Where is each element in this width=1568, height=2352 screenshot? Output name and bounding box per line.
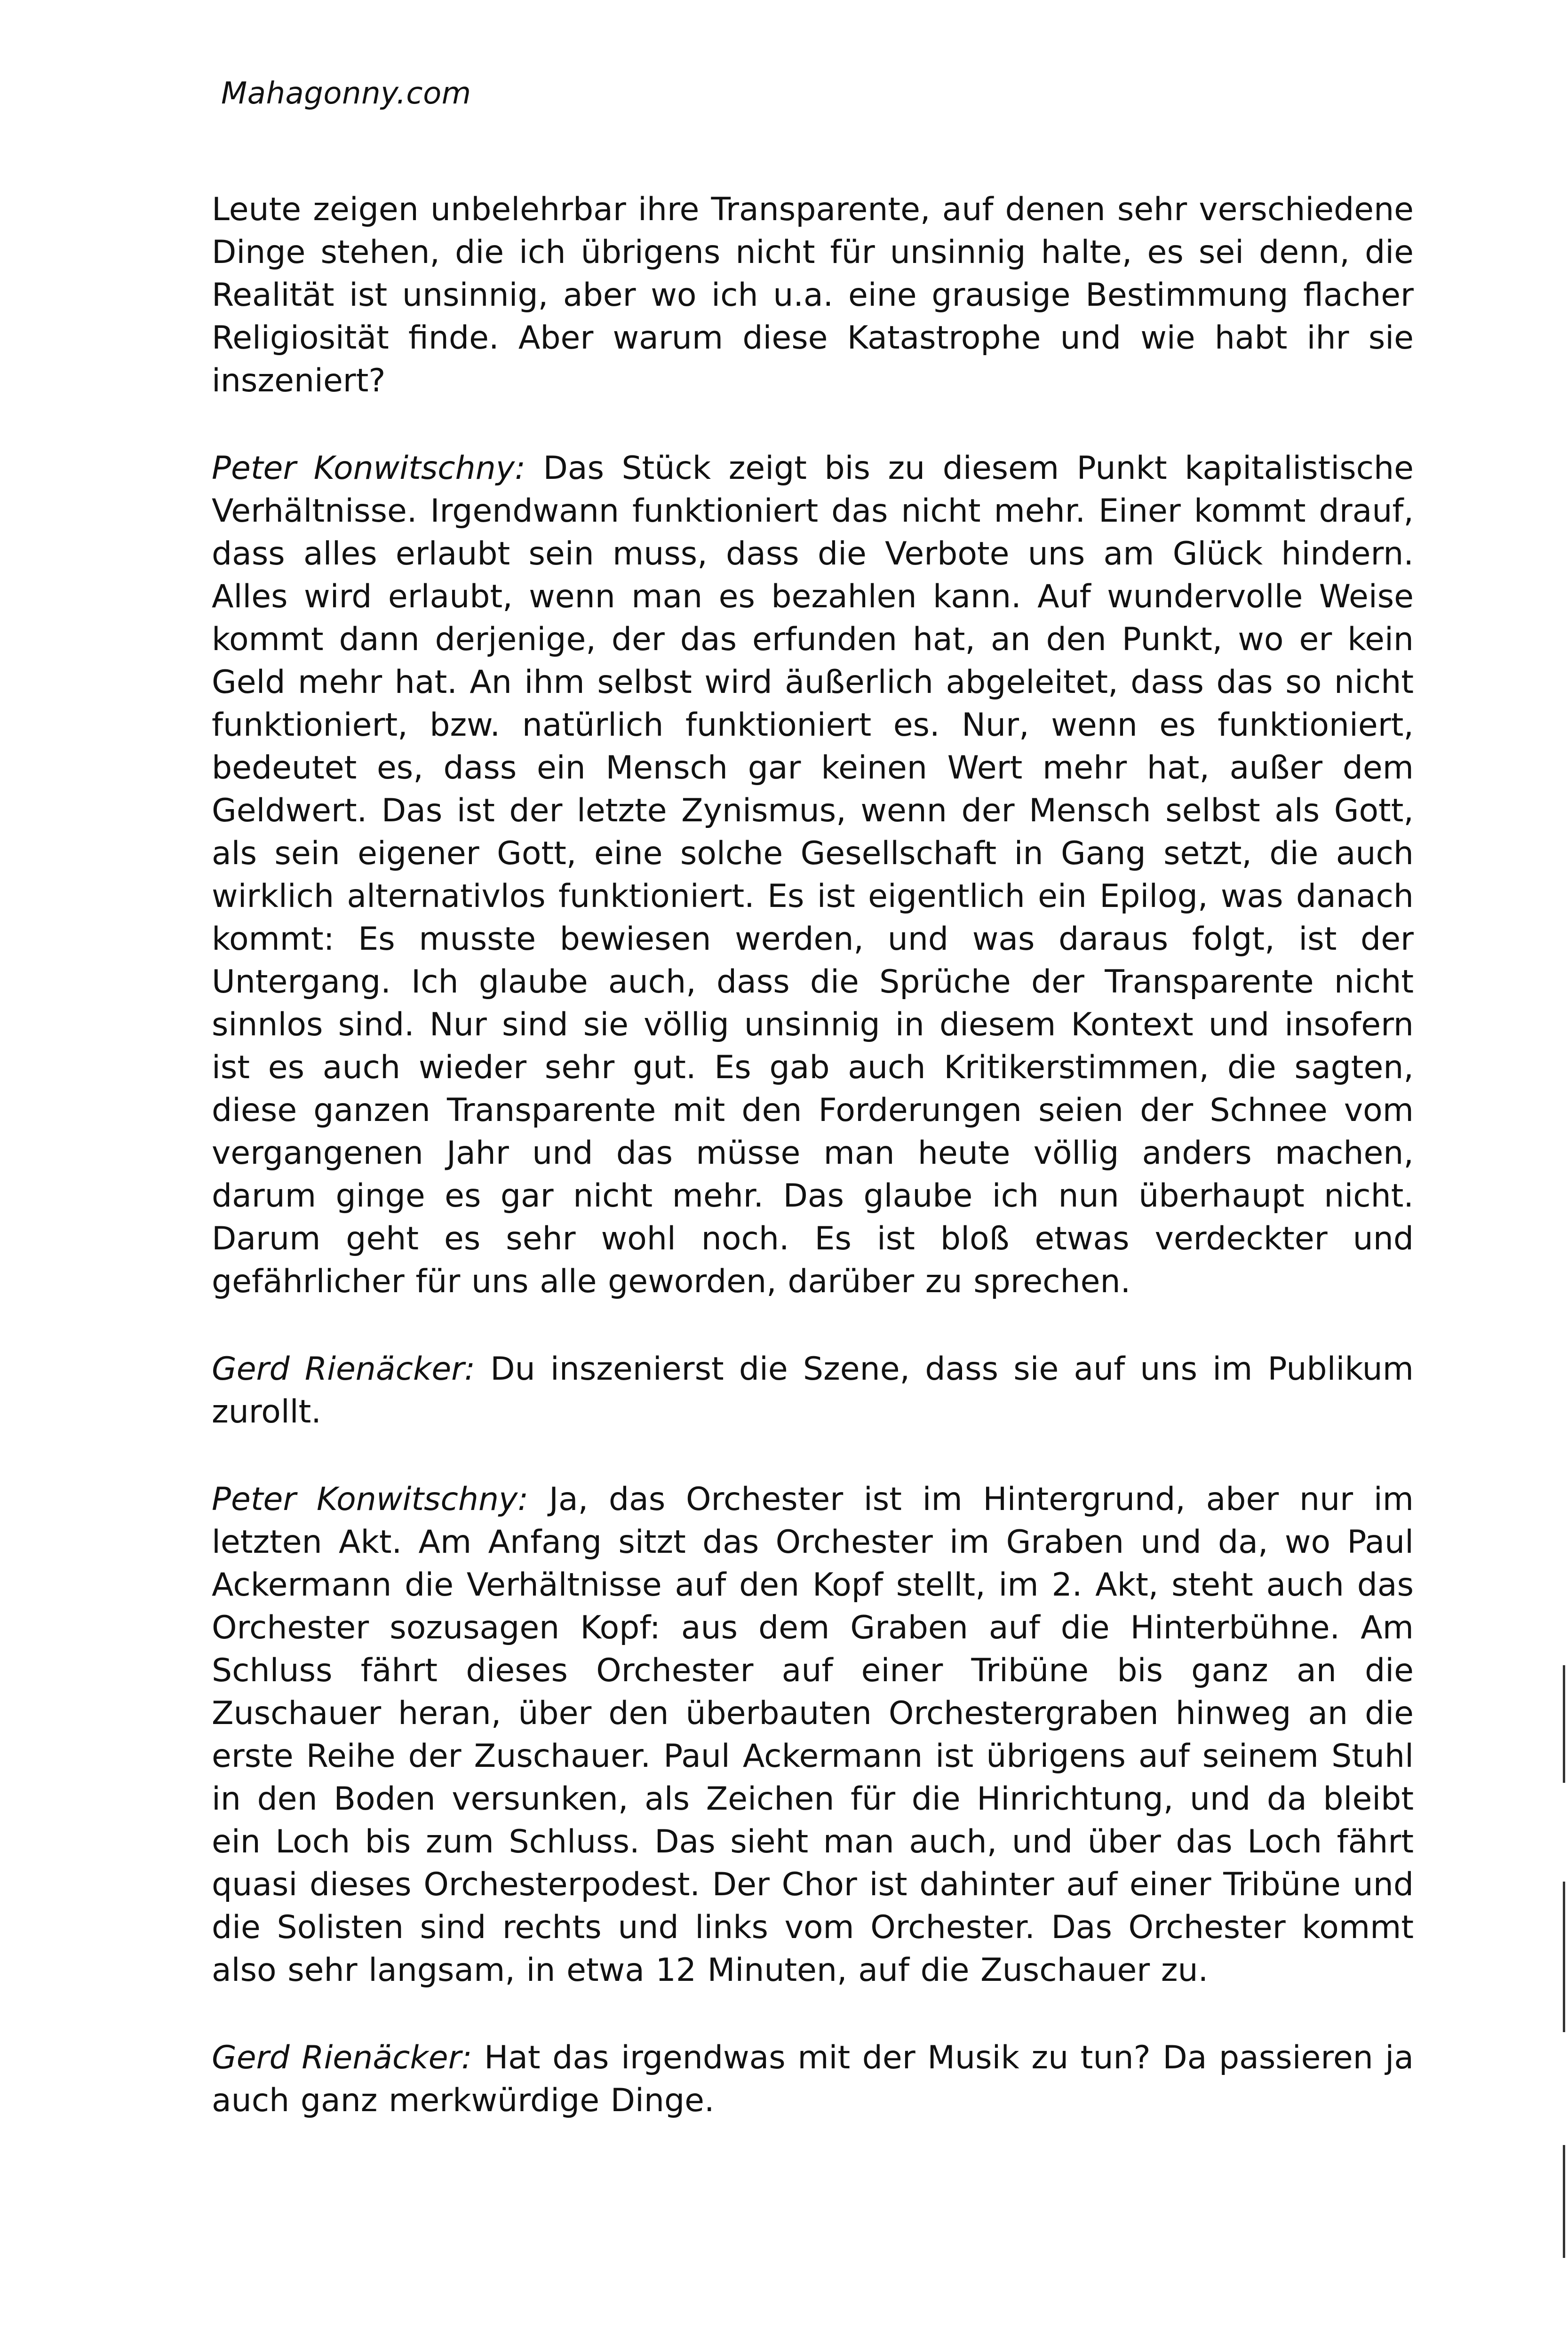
speaker-label: Peter Konwitschny: (212, 1481, 529, 1518)
paragraph-3 (212, 1348, 1414, 1433)
scan-edge-mark (1563, 1882, 1565, 2032)
speaker-label: Gerd Rienäcker: (212, 1351, 476, 1388)
interview-text (212, 188, 1414, 2167)
paragraph-5-text: Hat das irgendwas mit der Musik zu tun? Da passieren ja auch ganz merkwürdige Dinge. (212, 2039, 1414, 2119)
paragraph-4-text: Ja, das Orchester ist im Hintergrund, aber nur im letzten Akt. Am Anfang sitzt das Orchester im Graben und da, wo Paul Ackermann die Verhältnisse auf den Kopf stellt, im 2. Akt, steht auch das Orchester sozusagen Kopf: aus dem Graben auf die Hinterbühne. Am Schluss fährt dieses Orchester auf einer Tribüne bis ganz an die Zuschauer heran, über den überbauten Orchestergraben hinweg an die erste Reihe der Zuschauer. Paul Ackermann ist übrigens auf seinem Stuhl in den Boden versunken, als Zeichen für die Hinrichtung, und da bleibt ein Loch bis zum Schluss. Das sieht man auch, und über das Loch fährt quasi dieses Orchesterpodest. Der Chor ist dahinter auf einer Tribüne und die Solisten sind rechts und links vom Orchester. Das Orchester kommt also sehr langsam, in etwa 12 Minuten, auf die Zuschauer zu. (212, 1481, 1414, 1989)
running-title: Mahagonny.com (221, 76, 471, 111)
paragraph-3-text: Du inszenierst die Szene, dass sie auf uns im Publikum zurollt. (212, 1351, 1414, 1430)
speaker-label: Peter Konwitschny: (212, 450, 526, 487)
paragraph-2-text: Das Stück zeigt bis zu diesem Punkt kapitalistische Verhältnisse. Irgendwann funktioniert das nicht mehr. Einer kommt drauf, dass alles erlaubt sein muss, dass die Verbote uns am Glück hindern. Alles wird erlaubt, wenn man es bezahlen kann. Auf wundervolle Weise kommt dann derjenige, der das erfunden hat, an den Punkt, wo er kein Geld mehr hat. An ihm selbst wird äußerlich abgeleitet, dass das so nicht funktioniert, bzw. natürlich funktioniert es. Nur, wenn es funktioniert, bedeutet es, dass ein Mensch gar keinen Wert mehr hat, außer dem Geldwert. Das ist der letzte Zynismus, wenn der Mensch selbst als Gott, als sein eigener Gott, eine solche Gesellschaft in Gang setzt, die auch wirklich alternativlos funktioniert. Es ist eigentlich ein Epilog, was danach kommt: Es musste bewiesen werden, und was daraus folgt, ist der Untergang. Ich glaube auch, dass die Sprüche der Transparente nicht sinnlos sind. Nur sind sie völlig unsinnig in diesem Kontext und insofern ist es auch wieder sehr gut. Es gab auch Kritikerstimmen, die sagten, diese ganzen Transparente mit den Forderungen seien der Schnee vom vergangenen Jahr und das müsse man heute völlig anders machen, darum ginge es gar nicht mehr. Das glaube ich nun überhaupt nicht. Darum geht es sehr wohl noch. Es ist bloß etwas verdeckter und gefährlicher für uns alle geworden, darüber zu sprechen. (212, 450, 1414, 1300)
scan-edge-mark (1563, 1665, 1565, 1783)
scan-edge-mark (1563, 2145, 1565, 2258)
paragraph-1 (212, 188, 1414, 402)
speaker-label: Gerd Rienäcker: (212, 2039, 472, 2076)
paragraph-5 (212, 2036, 1414, 2122)
paragraph-4 (212, 1478, 1414, 1992)
paragraph-1-text: Leute zeigen unbelehrbar ihre Transparente, auf denen sehr verschiedene Dinge stehen, die ich übrigens nicht für unsinnig halte, es sei denn, die Realität ist unsinnig, aber wo ich u.a. eine grausige Bestimmung flacher Religiosität finde. Aber warum diese Katastrophe und wie habt ihr sie inszeniert? (212, 191, 1414, 399)
paragraph-2 (212, 447, 1414, 1303)
